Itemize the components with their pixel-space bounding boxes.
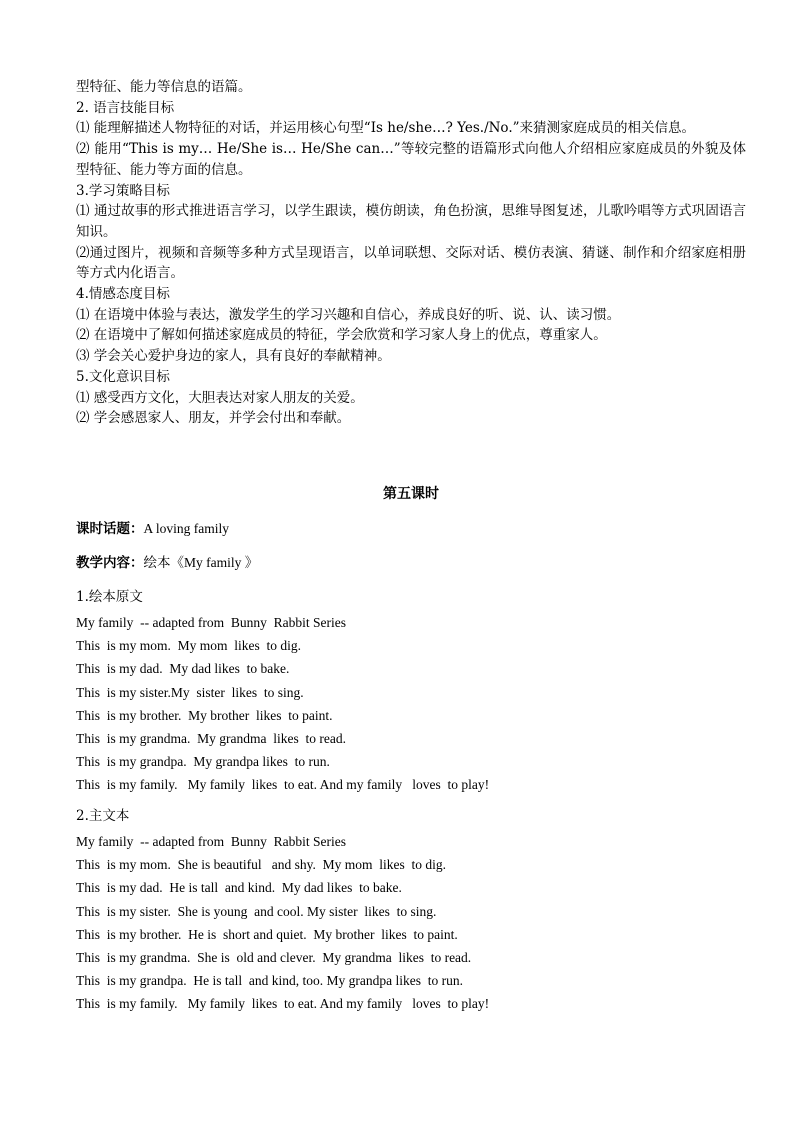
text-line: This is my grandpa. He is tall and kind, too. My grandpa likes to run. xyxy=(76,973,463,989)
lesson-topic xyxy=(76,517,746,537)
topic-label: 课时话题： xyxy=(76,521,144,537)
text-line: This is my mom. My mom likes to dig. xyxy=(76,638,302,654)
text-line: This is my family. My family likes to eat. And my family loves to play! xyxy=(76,777,490,793)
text-line: This is my brother. He is short and quiet. My brother likes to paint. xyxy=(76,926,458,942)
text-line: This is my sister.My sister likes to sing. xyxy=(76,684,304,700)
topic-value: A loving family xyxy=(143,521,229,536)
objective-heading: 3.学习策略目标 xyxy=(76,182,170,199)
objective-heading: 4.情感态度目标 xyxy=(76,286,170,303)
objective-line: 型特征、能力等信息的语篇。 xyxy=(76,79,252,95)
objective-line: ⑴ 能理解描述人物特征的对话，并运用核心句型“Is he/she…? Yes./No.”来猜测家庭成员的相关信息。 xyxy=(76,120,696,137)
content-value: 绘本《My family 》 xyxy=(143,555,259,570)
text-line: This is my grandma. My grandma likes to read. xyxy=(76,731,346,747)
objective-line: ⑶ 学会关心爱护身边的家人，具有良好的奉献精神。 xyxy=(76,348,391,365)
main-text-lines xyxy=(76,830,746,1016)
text-line: This is my mom. She is beautiful and shy. My mom likes to dig. xyxy=(76,857,446,873)
objective-line: ⑴ 在语境中体验与表达，激发学生的学习兴趣和自信心，养成良好的听、说、认、读习惯。 xyxy=(76,306,621,323)
lesson-header xyxy=(76,483,746,503)
text-line: This is my grandpa. My grandpa likes to run. xyxy=(76,754,330,770)
text-line: This is my brother. My brother likes to paint. xyxy=(76,707,333,723)
text-line: My family -- adapted from Bunny Rabbit Series xyxy=(76,834,346,849)
text-line: My family -- adapted from Bunny Rabbit Series xyxy=(76,615,346,630)
content-label: 教学内容： xyxy=(76,555,144,571)
original-text-lines xyxy=(76,611,746,797)
text-line: This is my family. My family likes to eat. And my family loves to play! xyxy=(76,996,490,1012)
lesson-content xyxy=(76,551,746,571)
objective-line: ⑵ 学会感恩家人、朋友，并学会付出和奉献。 xyxy=(76,410,351,427)
objective-line: ⑴ 感受西方文化，大胆表达对家人朋友的关爱。 xyxy=(76,389,364,406)
objective-line: ⑵通过图片，视频和音频等多种方式呈现语言，以单词联想、交际对话、模仿表演、猜谜、制作和介绍家庭相册等方式内化语言。 xyxy=(76,244,746,282)
objective-line: ⑵ 能用“This is my… He/She is… He/She can…”等较完整的语篇形式向他人介绍相应家庭成员的外貌及体型特征、能力等方面的信息。 xyxy=(76,141,746,178)
main-text-section xyxy=(76,804,746,824)
original-heading: 1.绘本原文 xyxy=(76,589,143,605)
text-line: This is my dad. My dad likes to bake. xyxy=(76,661,290,677)
text-line: This is my sister. She is young and cool. My sister likes to sing. xyxy=(76,903,437,919)
lesson-title: 第五课时 xyxy=(383,486,439,502)
objectives-section xyxy=(76,77,746,429)
objective-line: ⑴ 通过故事的形式推进语言学习，以学生跟读，模仿朗读，角色扮演，思维导图复述，儿歌吟唱等方式巩固语言知识。 xyxy=(76,203,746,240)
objective-heading: 5.文化意识目标 xyxy=(76,368,170,385)
text-line: This is my grandma. She is old and clever. My grandma likes to read. xyxy=(76,950,472,966)
main-text-heading: 2.主文本 xyxy=(76,808,130,824)
original-text-section xyxy=(76,585,746,605)
objective-heading: 2. 语言技能目标 xyxy=(76,99,175,116)
objective-line: ⑵ 在语境中了解如何描述家庭成员的特征，学会欣赏和学习家人身上的优点，尊重家人。 xyxy=(76,327,607,344)
text-line: This is my dad. He is tall and kind. My dad likes to bake. xyxy=(76,880,402,896)
